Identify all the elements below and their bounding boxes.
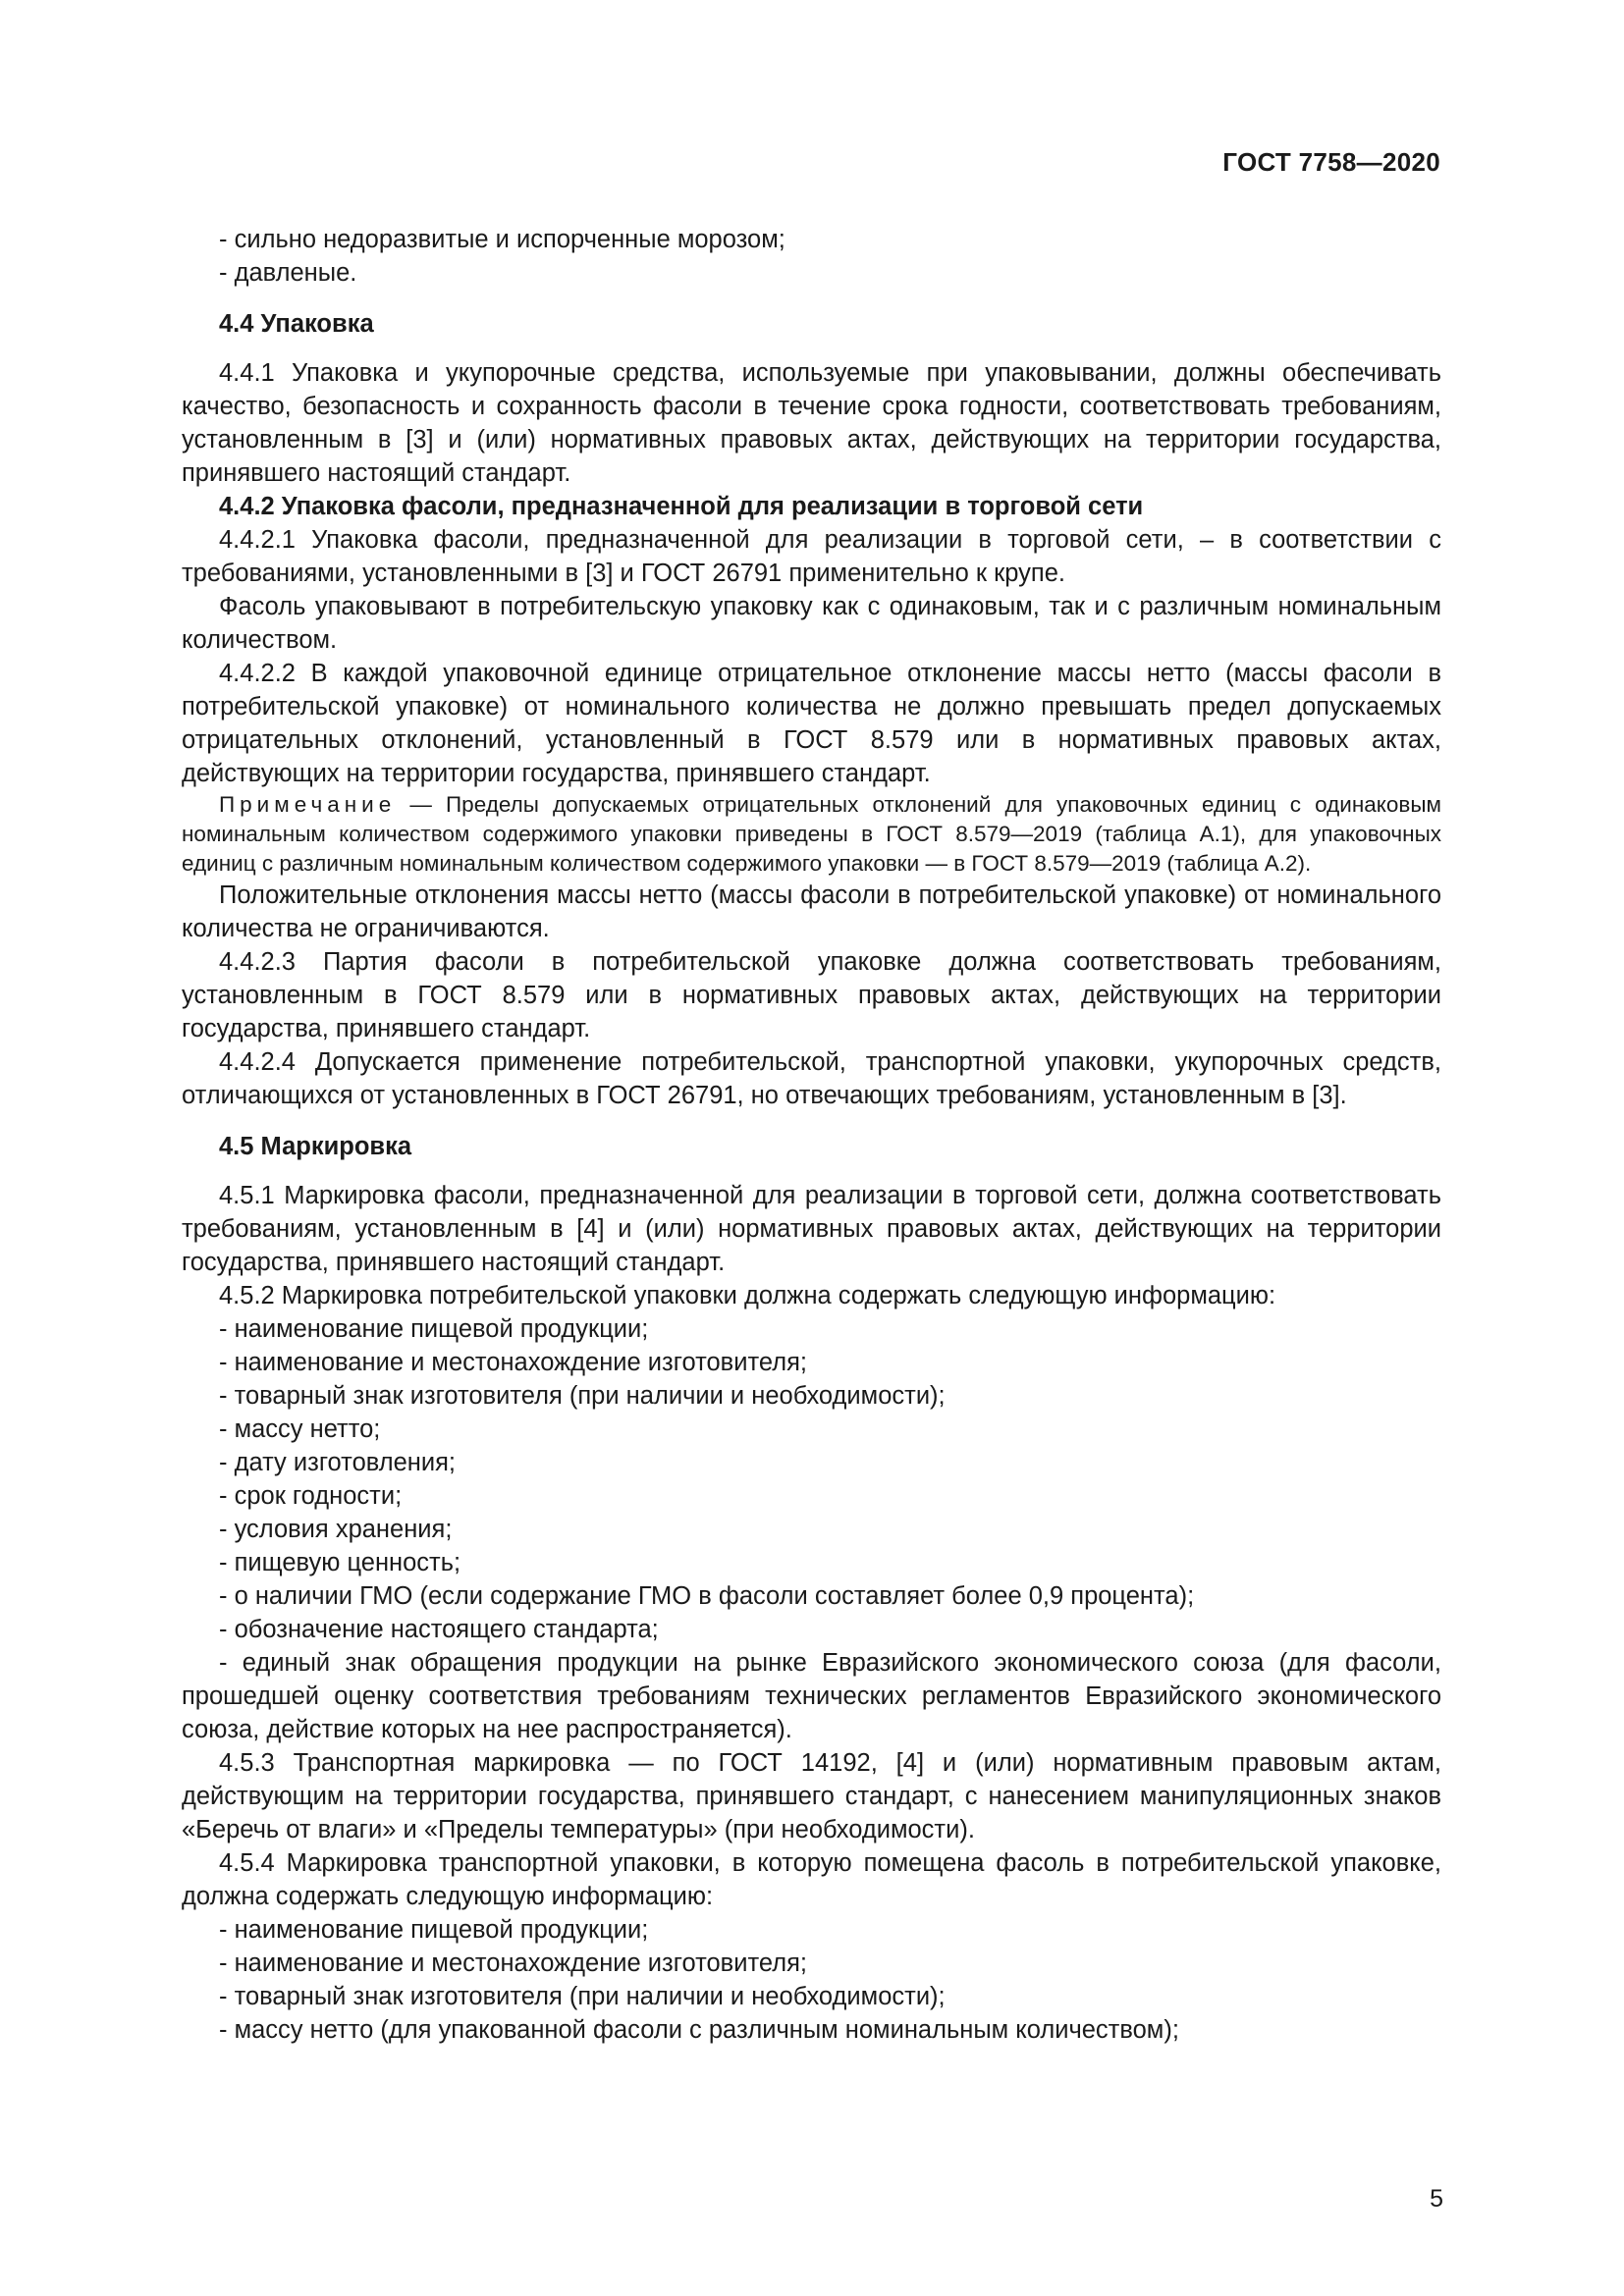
section-heading-packaging: 4.4 Упаковка (219, 310, 374, 338)
subsection-heading-4-4-2: 4.4.2 Упаковка фасоли, предназначенной для реализации в торговой сети (219, 493, 1144, 520)
list-item: - обозначение настоящего стандарта; (219, 1616, 659, 1643)
list-item: - дату изготовления; (219, 1449, 456, 1476)
list-item: - наименование и местонахождение изготовителя; (219, 1349, 807, 1376)
paragraph-4-5-1: 4.5.1 Маркировка фасоли, предназначенной для реализации в торговой сети, должна соответствовать требованиям, установленным в [4] и (или) нормативных правовых актах, действующих на территории государства, принявшего настоящий стандарт. (182, 1182, 1441, 1276)
paragraph-consumer-packaging: Фасоль упаковывают в потребительскую упаковку как с одинаковым, так и с различным номинальным количеством. (182, 593, 1441, 654)
page-number: 5 (1430, 2185, 1443, 2213)
document-header: ГОСТ 7758—2020 (1222, 147, 1440, 177)
list-item: - пищевую ценность; (219, 1549, 461, 1576)
paragraph-4-4-2-4: 4.4.2.4 Допускается применение потребительской, транспортной упаковки, укупорочных средств, отличающихся от установленных в ГОСТ 26791, но отвечающих требованиям, установленным в [3]. (182, 1048, 1441, 1109)
list-item: - наименование и местонахождение изготовителя; (219, 1949, 807, 1977)
consumer-marking-list (182, 1312, 1441, 1646)
list-item: - о наличии ГМО (если содержание ГМО в фасоли составляет более 0,9 процента); (219, 1582, 1195, 1610)
list-item: - сильно недоразвитые и испорченные морозом; (219, 226, 785, 253)
paragraph-positive-deviations: Положительные отклонения массы нетто (массы фасоли в потребительской упаковке) от номинального количества не ограничиваются. (182, 881, 1441, 942)
transport-marking-list (182, 1913, 1441, 2047)
list-item: - товарный знак изготовителя (при наличии и необходимости); (219, 1382, 946, 1410)
note-label: Примечание (219, 792, 397, 817)
list-item: - массу нетто; (219, 1415, 381, 1443)
list-item-eaeu-mark: - единый знак обращения продукции на рынке Евразийского экономического союза (для фасоли, прошедшей оценку соответствия требованиям технических регламентов Евразийского экономического союза, действие которых на нее распространяется). (182, 1649, 1441, 1743)
list-item: - условия хранения; (219, 1516, 453, 1543)
list-item: - товарный знак изготовителя (при наличии и необходимости); (219, 1983, 946, 2010)
paragraph-4-5-2: 4.5.2 Маркировка потребительской упаковки должна содержать следующую информацию: (219, 1282, 1276, 1309)
paragraph-4-4-2-1: 4.4.2.1 Упаковка фасоли, предназначенной для реализации в торговой сети, – в соответствии с требованиями, установленными в [3] и ГОСТ 26791 применительно к крупе. (182, 526, 1441, 587)
list-item: - наименование пищевой продукции; (219, 1315, 649, 1343)
paragraph-4-4-2-3: 4.4.2.3 Партия фасоли в потребительской упаковке должна соответствовать требованиям, установленным в ГОСТ 8.579 или в нормативных правовых актах, действующих на территории государства, принявшего стандарт. (182, 948, 1441, 1042)
note-text: — Пределы допускаемых отрицательных отклонений для упаковочных единиц с одинаковым номинальным количеством содержимого упаковки приведены в ГОСТ 8.579—2019 (таблица А.1), для упаковочных единиц с различным номинальным количеством содержимого упаковки — в ГОСТ 8.579—2019 (таблица А.2). (182, 792, 1441, 876)
list-item: - срок годности; (219, 1482, 403, 1510)
paragraph-4-5-3: 4.5.3 Транспортная маркировка — по ГОСТ 14192, [4] и (или) нормативным правовым актам, действующим на территории государства, принявшего стандарт, с нанесением манипуляционных знаков «Беречь от влаги» и «Пределы температуры» (при необходимости). (182, 1749, 1441, 1843)
document-body (182, 223, 1441, 2047)
paragraph-4-4-2-2: 4.4.2.2 В каждой упаковочной единице отрицательное отклонение массы нетто (массы фасоли в потребительской упаковке) от номинального количества не должно превышать предел допускаемых отрицательных отклонений, установленный в ГОСТ 8.579 или в нормативных правовых актах, действующих на территории государства, принявшего стандарт. (182, 660, 1441, 787)
note (182, 790, 1441, 879)
frost-damage-list (182, 223, 1441, 290)
list-item: - давленые. (219, 259, 357, 287)
section-heading-marking: 4.5 Маркировка (219, 1133, 412, 1160)
list-item: - наименование пищевой продукции; (219, 1916, 649, 1944)
list-item: - массу нетто (для упакованной фасоли с различным номинальным количеством); (219, 2016, 1179, 2044)
paragraph-4-4-1: 4.4.1 Упаковка и укупорочные средства, используемые при упаковывании, должны обеспечивать качество, безопасность и сохранность фасоли в течение срока годности, соответствовать требованиям, установленным в [3] и (или) нормативных правовых актах, действующих на территории государства, принявшего настоящий стандарт. (182, 359, 1441, 487)
paragraph-4-5-4: 4.5.4 Маркировка транспортной упаковки, в которую помещена фасоль в потребительской упаковке, должна содержать следующую информацию: (182, 1849, 1441, 1910)
